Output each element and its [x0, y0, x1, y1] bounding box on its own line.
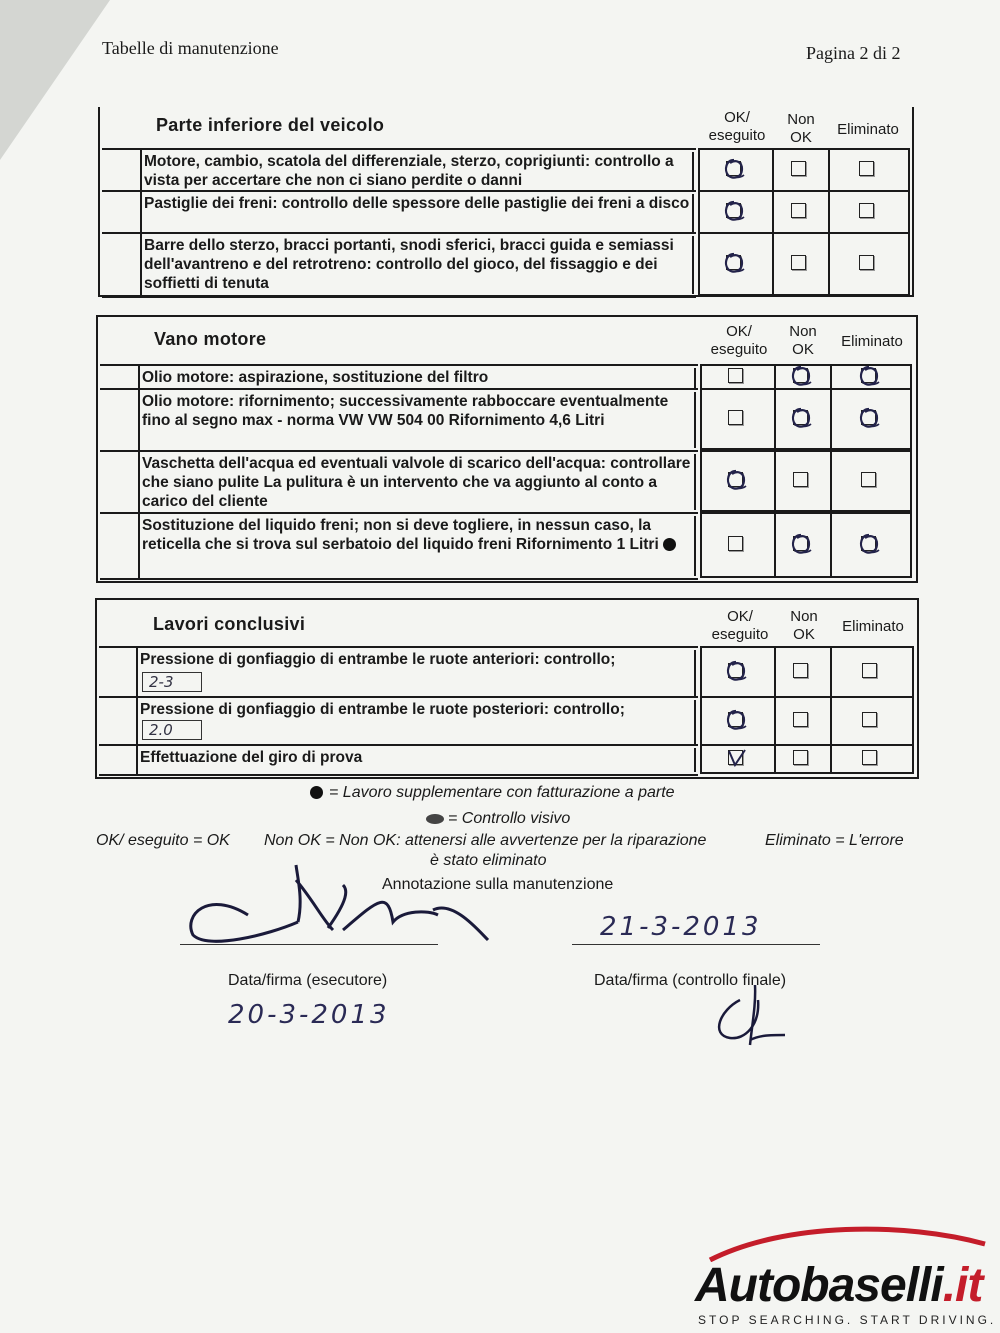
section-title: Vano motore — [154, 329, 267, 349]
row-lead-cell — [100, 514, 140, 578]
section-title: Parte inferiore del veicolo — [156, 115, 385, 135]
row-lead-cell — [99, 648, 138, 698]
handwritten-circle-mark — [790, 407, 812, 429]
maintenance-annotation: Annotazione sulla manutenzione — [382, 876, 614, 893]
handwritten-circle-mark — [858, 407, 880, 429]
checklist-row — [99, 696, 698, 746]
handwritten-circle-mark — [858, 365, 880, 387]
checkbox-ok[interactable] — [728, 368, 743, 383]
brand-tagline: STOP SEARCHING. START DRIVING. — [698, 1313, 997, 1327]
checkbox-eliminato[interactable] — [861, 472, 876, 487]
extra-work-bullet-icon — [663, 538, 676, 551]
checkbox-ok[interactable] — [728, 410, 743, 425]
section-title: Lavori conclusivi — [153, 614, 306, 634]
legend-eliminato-cont: è stato eliminato — [430, 852, 547, 869]
checkbox-non-ok[interactable] — [793, 712, 808, 727]
checkbox-eliminato[interactable] — [859, 161, 874, 176]
col-header-ok: OK/ eseguito — [711, 608, 769, 643]
row-description: Olio motore: rifornimento; successivamente rabboccare eventualmente fino al segno max - norma VW VW 504 00 Rifornimento 4,6 Litri — [142, 392, 696, 448]
col-header-eliminato: Eliminato — [841, 333, 903, 350]
row-lead-cell — [102, 192, 142, 234]
col-header-eliminato: Eliminato — [837, 121, 899, 138]
legend-extra-work: = Lavoro supplementare con fatturazione a parte — [310, 784, 675, 802]
row-description: Pastiglie dei freni: controllo delle spessore delle pastiglie dei freni a disco — [144, 194, 694, 232]
eye-icon — [426, 814, 444, 824]
row-description: Olio motore: aspirazione, sostituzione del filtro — [142, 368, 696, 388]
pressure-value-field[interactable]: 2.0 — [142, 720, 202, 740]
row-lead-cell — [99, 746, 138, 774]
checkbox-non-ok[interactable] — [791, 255, 806, 270]
row-lead-cell — [102, 234, 142, 296]
checkbox-non-ok[interactable] — [793, 750, 808, 765]
checkbox-eliminato[interactable] — [862, 750, 877, 765]
legend-ok: OK/ eseguito = OK — [96, 832, 230, 849]
col-header-nonok: Non OK — [789, 323, 817, 358]
date-executor: 21-3-2013 — [600, 912, 762, 942]
row-lead-cell — [100, 366, 140, 390]
row-description: Vaschetta dell'acqua ed eventuali valvole di scarico dell'acqua: controllare che siano pulite La pulitura è un intervento che va aggiunto al conto a carico del cliente — [142, 454, 696, 510]
legend-non-ok: Non OK = Non OK: attenersi alle avvertenze per la riparazione — [264, 832, 707, 849]
handwritten-circle-mark — [858, 533, 880, 555]
checklist-row — [99, 646, 698, 698]
row-description: Effettuazione del giro di prova — [140, 748, 696, 772]
legend-visual-check: = Controllo visivo — [426, 810, 570, 828]
checklist-row — [100, 450, 698, 512]
label-executor: Data/firma (esecutore) — [228, 972, 388, 989]
checklist-row — [102, 232, 696, 298]
handwritten-circle-mark — [723, 200, 745, 222]
row-description: Pressione di gonfiaggio di entrambe le ruote posteriori: controllo; — [140, 700, 696, 744]
checkbox-ok[interactable] — [728, 536, 743, 551]
row-description: Sostituzione del liquido freni; non si deve togliere, in nessun caso, la reticella che si trova sul serbatoio del liquido freni Rifornimento 1 Litri — [142, 516, 696, 576]
checkbox-eliminato[interactable] — [862, 712, 877, 727]
checkbox-non-ok[interactable] — [791, 203, 806, 218]
row-description: Barre dello sterzo, bracci portanti, snodi sferici, bracci guida e semiassi dell'avantreno e del retrotreno: controllo del gioco, del fissaggio e dei soffietti di tenuta — [144, 236, 694, 294]
handwritten-circle-mark — [723, 252, 745, 274]
checklist-row — [102, 148, 696, 192]
date-final-check: 20-3-2013 — [228, 1000, 390, 1030]
checklist-row — [100, 512, 698, 580]
document-title: Tabelle di manutenzione — [102, 38, 279, 58]
page-corner-fold — [0, 0, 110, 160]
row-lead-cell — [100, 390, 140, 450]
label-final-check: Data/firma (controllo finale) — [594, 972, 787, 989]
signature-line-right — [572, 944, 820, 945]
row-description: Motore, cambio, scatola del differenziale, sterzo, coprigiunti: controllo a vista per accertare che non ci siano perdite o danni — [144, 152, 694, 190]
col-header-nonok: Non OK — [790, 608, 818, 643]
checkbox-non-ok[interactable] — [793, 663, 808, 678]
col-header-ok: OK/ eseguito — [710, 323, 768, 358]
handwritten-circle-mark — [790, 533, 812, 555]
handwritten-circle-mark — [725, 660, 747, 682]
handwritten-circle-mark — [723, 158, 745, 180]
row-lead-cell — [100, 452, 140, 512]
handwritten-circle-mark — [725, 469, 747, 491]
row-lead-cell — [99, 698, 138, 746]
col-header-eliminato: Eliminato — [842, 618, 904, 635]
signature-executor — [178, 860, 498, 950]
row-description: Pressione di gonfiaggio di entrambe le ruote anteriori: controllo; — [140, 650, 696, 696]
checklist-row — [102, 190, 696, 234]
handwritten-check-mark — [725, 747, 747, 769]
checkbox-non-ok[interactable] — [793, 472, 808, 487]
legend-eliminato: Eliminato = L'errore — [765, 832, 904, 849]
checkbox-eliminato[interactable] — [859, 203, 874, 218]
checkbox-non-ok[interactable] — [791, 161, 806, 176]
handwritten-circle-mark — [790, 365, 812, 387]
checkbox-eliminato[interactable] — [859, 255, 874, 270]
signature-line-left — [180, 944, 438, 945]
col-header-nonok: Non OK — [787, 111, 815, 146]
logo-swoosh — [705, 1222, 990, 1262]
pressure-value-field[interactable]: 2-3 — [142, 672, 202, 692]
signature-final-check — [710, 980, 790, 1050]
brand-logo: Autobaselli.it — [695, 1259, 983, 1312]
col-header-ok: OK/ eseguito — [708, 109, 766, 144]
handwritten-circle-mark — [725, 709, 747, 731]
checkbox-eliminato[interactable] — [862, 663, 877, 678]
page-number: Pagina 2 di 2 — [806, 43, 901, 63]
row-lead-cell — [102, 150, 142, 192]
checklist-row — [99, 744, 698, 776]
checklist-row — [100, 364, 698, 390]
checklist-row — [100, 388, 698, 450]
bullet-icon — [310, 786, 323, 799]
